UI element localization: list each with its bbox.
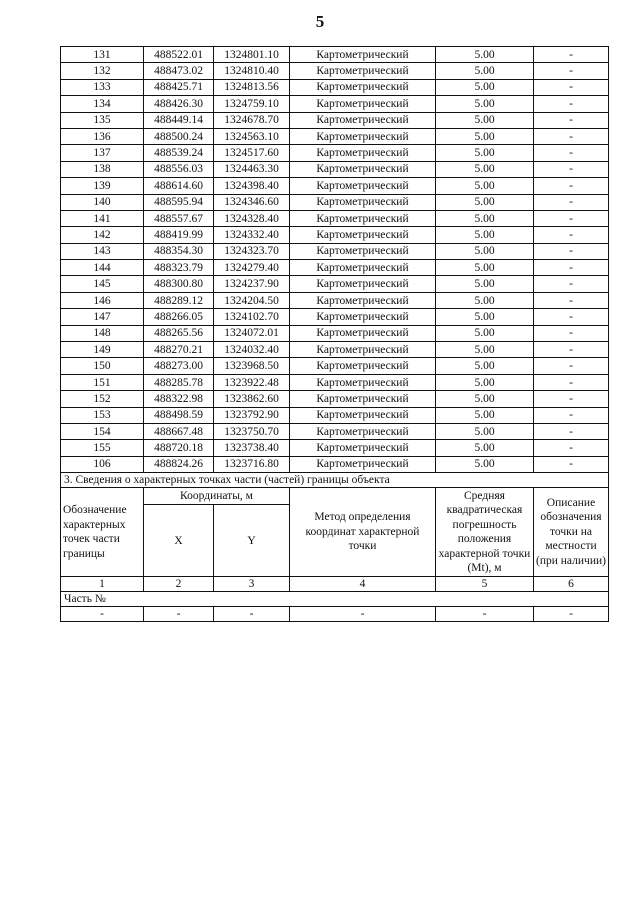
y-coord-cell: 1323716.80 [214, 456, 290, 472]
y-coord-cell: 1324279.40 [214, 260, 290, 276]
method-cell: Картометрический [290, 358, 436, 374]
table-row [61, 260, 609, 276]
x-coord-cell: 488614.60 [144, 178, 214, 194]
description-cell: - [534, 342, 609, 358]
x-coord-cell: 488498.59 [144, 407, 214, 423]
y-coord-cell: 1323738.40 [214, 440, 290, 456]
header-y: Y [214, 505, 290, 577]
empty-cell: - [290, 607, 436, 622]
x-coord-cell: 488354.30 [144, 243, 214, 259]
header-description: Описание обозначения точки на местности (при наличии) [534, 488, 609, 577]
error-cell: 5.00 [436, 423, 534, 439]
table-row [61, 407, 609, 423]
point-id-cell: 152 [61, 391, 144, 407]
point-id-cell: 150 [61, 358, 144, 374]
x-coord-cell: 488449.14 [144, 112, 214, 128]
point-id-cell: 144 [61, 260, 144, 276]
table-row [61, 194, 609, 210]
error-cell: 5.00 [436, 194, 534, 210]
table-row [61, 440, 609, 456]
points-table [60, 46, 609, 622]
error-cell: 5.00 [436, 128, 534, 144]
method-cell: Картометрический [290, 210, 436, 226]
description-cell: - [534, 145, 609, 161]
error-cell: 5.00 [436, 440, 534, 456]
error-cell: 5.00 [436, 243, 534, 259]
y-coord-cell: 1323862.60 [214, 391, 290, 407]
description-cell: - [534, 309, 609, 325]
error-cell: 5.00 [436, 309, 534, 325]
x-coord-cell: 488522.01 [144, 47, 214, 63]
points-table-body [61, 47, 609, 473]
x-coord-cell: 488289.12 [144, 292, 214, 308]
method-cell: Картометрический [290, 178, 436, 194]
point-id-cell: 148 [61, 325, 144, 341]
method-cell: Картометрический [290, 342, 436, 358]
point-id-cell: 153 [61, 407, 144, 423]
error-cell: 5.00 [436, 342, 534, 358]
table-row [61, 128, 609, 144]
method-cell: Картометрический [290, 260, 436, 276]
empty-cell: - [534, 607, 609, 622]
error-cell: 5.00 [436, 145, 534, 161]
header-method: Метод определения координат характерной точки [290, 488, 436, 577]
method-cell: Картометрический [290, 423, 436, 439]
x-coord-cell: 488557.67 [144, 210, 214, 226]
empty-cell: - [214, 607, 290, 622]
table-row [61, 325, 609, 341]
description-cell: - [534, 325, 609, 341]
colnum-1: 1 [61, 577, 144, 592]
point-id-cell: 141 [61, 210, 144, 226]
description-cell: - [534, 47, 609, 63]
y-coord-cell: 1324332.40 [214, 227, 290, 243]
method-cell: Картометрический [290, 276, 436, 292]
point-id-cell: 132 [61, 63, 144, 79]
empty-cell: - [61, 607, 144, 622]
y-coord-cell: 1324328.40 [214, 210, 290, 226]
table-row [61, 227, 609, 243]
description-cell: - [534, 178, 609, 194]
description-cell: - [534, 292, 609, 308]
colnum-6: 6 [534, 577, 609, 592]
error-cell: 5.00 [436, 325, 534, 341]
error-cell: 5.00 [436, 63, 534, 79]
method-cell: Картометрический [290, 112, 436, 128]
y-coord-cell: 1324398.40 [214, 178, 290, 194]
x-coord-cell: 488720.18 [144, 440, 214, 456]
x-coord-cell: 488419.99 [144, 227, 214, 243]
error-cell: 5.00 [436, 260, 534, 276]
header-x: X [144, 505, 214, 577]
table-row [61, 243, 609, 259]
x-coord-cell: 488426.30 [144, 96, 214, 112]
header-designation: Обозначение характерных точек части границы [61, 488, 144, 577]
x-coord-cell: 488285.78 [144, 374, 214, 390]
table-row [61, 358, 609, 374]
description-cell: - [534, 358, 609, 374]
description-cell: - [534, 456, 609, 472]
table-row [61, 276, 609, 292]
point-id-cell: 154 [61, 423, 144, 439]
point-id-cell: 140 [61, 194, 144, 210]
description-cell: - [534, 210, 609, 226]
method-cell: Картометрический [290, 374, 436, 390]
method-cell: Картометрический [290, 194, 436, 210]
method-cell: Картометрический [290, 243, 436, 259]
point-id-cell: 139 [61, 178, 144, 194]
error-cell: 5.00 [436, 112, 534, 128]
y-coord-cell: 1324346.60 [214, 194, 290, 210]
method-cell: Картометрический [290, 440, 436, 456]
error-cell: 5.00 [436, 276, 534, 292]
error-cell: 5.00 [436, 47, 534, 63]
point-id-cell: 149 [61, 342, 144, 358]
y-coord-cell: 1323792.90 [214, 407, 290, 423]
method-cell: Картометрический [290, 227, 436, 243]
table-row [61, 63, 609, 79]
colnum-2: 2 [144, 577, 214, 592]
point-id-cell: 145 [61, 276, 144, 292]
error-cell: 5.00 [436, 96, 534, 112]
y-coord-cell: 1324102.70 [214, 309, 290, 325]
y-coord-cell: 1324810.40 [214, 63, 290, 79]
header-coordinates: Координаты, м [144, 488, 290, 505]
colnum-4: 4 [290, 577, 436, 592]
section-3-title: 3. Сведения о характерных точках части (частей) границы объекта [61, 473, 609, 488]
x-coord-cell: 488273.00 [144, 358, 214, 374]
method-cell: Картометрический [290, 96, 436, 112]
error-cell: 5.00 [436, 407, 534, 423]
point-id-cell: 142 [61, 227, 144, 243]
y-coord-cell: 1324237.90 [214, 276, 290, 292]
point-id-cell: 106 [61, 456, 144, 472]
method-cell: Картометрический [290, 161, 436, 177]
x-coord-cell: 488595.94 [144, 194, 214, 210]
x-coord-cell: 488667.48 [144, 423, 214, 439]
empty-cell: - [144, 607, 214, 622]
error-cell: 5.00 [436, 227, 534, 243]
method-cell: Картометрический [290, 325, 436, 341]
x-coord-cell: 488556.03 [144, 161, 214, 177]
point-id-cell: 134 [61, 96, 144, 112]
part-label: Часть № [61, 592, 609, 607]
y-coord-cell: 1323968.50 [214, 358, 290, 374]
description-cell: - [534, 227, 609, 243]
point-id-cell: 137 [61, 145, 144, 161]
empty-cell: - [436, 607, 534, 622]
method-cell: Картометрический [290, 309, 436, 325]
table-row [61, 79, 609, 95]
point-id-cell: 135 [61, 112, 144, 128]
y-coord-cell: 1324759.10 [214, 96, 290, 112]
table-row [61, 145, 609, 161]
point-id-cell: 143 [61, 243, 144, 259]
table-row [61, 96, 609, 112]
table-row [61, 423, 609, 439]
point-id-cell: 146 [61, 292, 144, 308]
x-coord-cell: 488473.02 [144, 63, 214, 79]
error-cell: 5.00 [436, 292, 534, 308]
table-row [61, 309, 609, 325]
description-cell: - [534, 63, 609, 79]
error-cell: 5.00 [436, 374, 534, 390]
description-cell: - [534, 391, 609, 407]
table-row [61, 112, 609, 128]
x-coord-cell: 488500.24 [144, 128, 214, 144]
error-cell: 5.00 [436, 391, 534, 407]
point-id-cell: 133 [61, 79, 144, 95]
y-coord-cell: 1324463.30 [214, 161, 290, 177]
point-id-cell: 138 [61, 161, 144, 177]
error-cell: 5.00 [436, 161, 534, 177]
table-row [61, 374, 609, 390]
x-coord-cell: 488322.98 [144, 391, 214, 407]
table-row [61, 342, 609, 358]
description-cell: - [534, 243, 609, 259]
point-id-cell: 155 [61, 440, 144, 456]
description-cell: - [534, 260, 609, 276]
x-coord-cell: 488266.05 [144, 309, 214, 325]
page-number: 5 [315, 12, 325, 31]
colnum-3: 3 [214, 577, 290, 592]
point-id-cell: 131 [61, 47, 144, 63]
error-cell: 5.00 [436, 358, 534, 374]
y-coord-cell: 1324204.50 [214, 292, 290, 308]
method-cell: Картометрический [290, 47, 436, 63]
x-coord-cell: 488300.80 [144, 276, 214, 292]
error-cell: 5.00 [436, 456, 534, 472]
description-cell: - [534, 194, 609, 210]
y-coord-cell: 1324323.70 [214, 243, 290, 259]
method-cell: Картометрический [290, 456, 436, 472]
y-coord-cell: 1324517.60 [214, 145, 290, 161]
description-cell: - [534, 276, 609, 292]
method-cell: Картометрический [290, 145, 436, 161]
y-coord-cell: 1324032.40 [214, 342, 290, 358]
table-row [61, 161, 609, 177]
table-row [61, 456, 609, 472]
table-row [61, 210, 609, 226]
method-cell: Картометрический [290, 391, 436, 407]
y-coord-cell: 1324813.56 [214, 79, 290, 95]
description-cell: - [534, 374, 609, 390]
description-cell: - [534, 161, 609, 177]
description-cell: - [534, 407, 609, 423]
y-coord-cell: 1323750.70 [214, 423, 290, 439]
description-cell: - [534, 112, 609, 128]
header-error: Средняя квадратическая погрешность положения характерной точки (Mt), м [436, 488, 534, 577]
table-row [61, 292, 609, 308]
x-coord-cell: 488323.79 [144, 260, 214, 276]
y-coord-cell: 1324801.10 [214, 47, 290, 63]
method-cell: Картометрический [290, 63, 436, 79]
x-coord-cell: 488270.21 [144, 342, 214, 358]
description-cell: - [534, 440, 609, 456]
x-coord-cell: 488425.71 [144, 79, 214, 95]
description-cell: - [534, 79, 609, 95]
colnum-5: 5 [436, 577, 534, 592]
y-coord-cell: 1323922.48 [214, 374, 290, 390]
method-cell: Картометрический [290, 292, 436, 308]
method-cell: Картометрический [290, 128, 436, 144]
description-cell: - [534, 128, 609, 144]
y-coord-cell: 1324678.70 [214, 112, 290, 128]
method-cell: Картометрический [290, 407, 436, 423]
table-row [61, 178, 609, 194]
method-cell: Картометрический [290, 79, 436, 95]
y-coord-cell: 1324072.01 [214, 325, 290, 341]
y-coord-cell: 1324563.10 [214, 128, 290, 144]
table-row [61, 47, 609, 63]
description-cell: - [534, 96, 609, 112]
error-cell: 5.00 [436, 79, 534, 95]
description-cell: - [534, 423, 609, 439]
point-id-cell: 136 [61, 128, 144, 144]
point-id-cell: 151 [61, 374, 144, 390]
x-coord-cell: 488539.24 [144, 145, 214, 161]
error-cell: 5.00 [436, 210, 534, 226]
x-coord-cell: 488824.26 [144, 456, 214, 472]
error-cell: 5.00 [436, 178, 534, 194]
x-coord-cell: 488265.56 [144, 325, 214, 341]
table-row [61, 391, 609, 407]
point-id-cell: 147 [61, 309, 144, 325]
